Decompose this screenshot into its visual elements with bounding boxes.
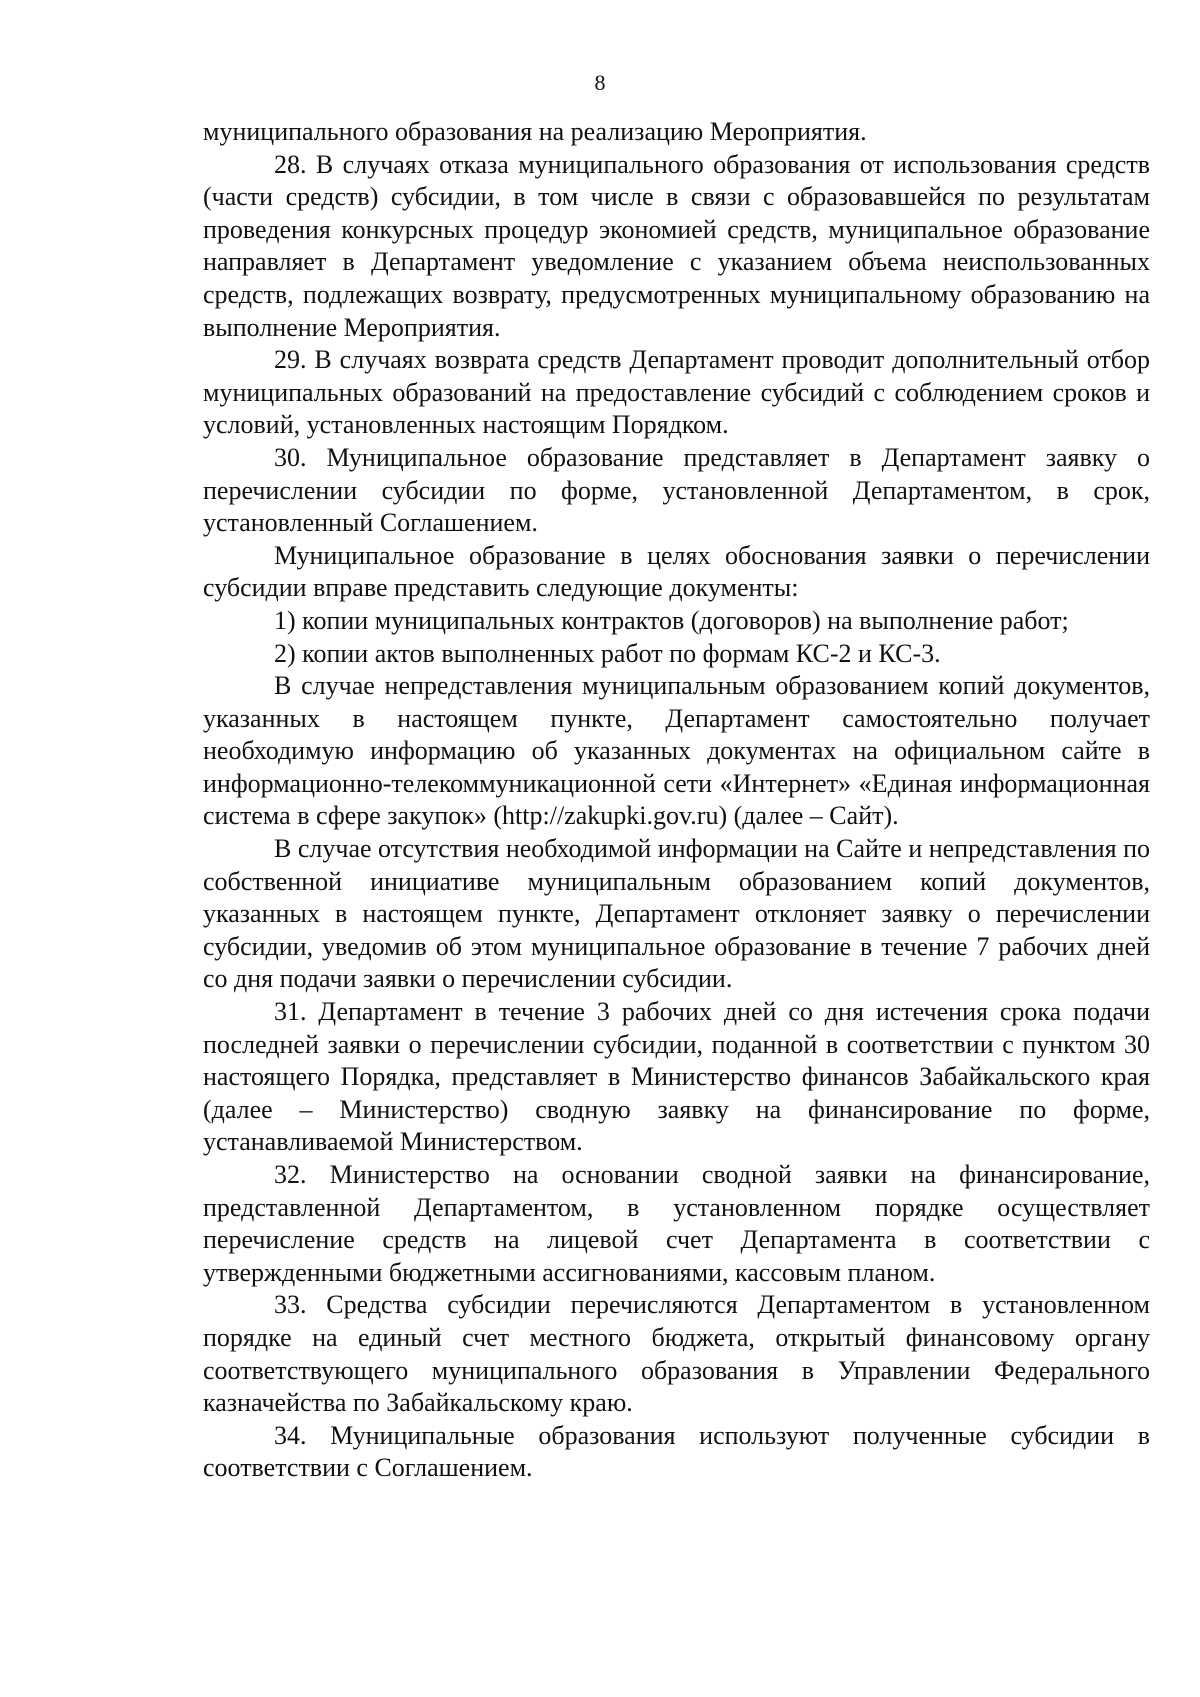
paragraph-30-documents-intro: Муниципальное образование в целях обоснования заявки о перечислении субсидии вправе представить следующие документы: xyxy=(203,540,1150,603)
paragraph-continuation: муниципального образования на реализацию Мероприятия. xyxy=(203,117,867,146)
paragraph-29: 29. В случаях возврата средств Департамент проводит дополнительный отбор муниципальных образований на предоставление субсидий с соблюдением сроков и условий, установленных настоящим Порядком. xyxy=(203,345,1150,440)
paragraph-30-item-1: 1) копии муниципальных контрактов (договоров) на выполнение работ; xyxy=(274,605,1069,635)
paragraph-28: 28. В случаях отказа муниципального образования от использования средств (части средств) субсидии, в том числе в связи с образовавшейся по результатам проведения конкурсных процедур экономией средств, муниципальное образование направляет в Департамент уведомление с указанием объема неиспользованных средств, подлежащих возврату, предусмотренных муниципальному образованию на выполнение Мероприятия. xyxy=(203,149,1150,342)
paragraph-30: 30. Муниципальное образование представляет в Департамент заявку о перечислении субсидии по форме, установленной Департаментом, в срок, установленный Соглашением. xyxy=(203,442,1150,538)
paragraph-30-non-submission: В случае непредставления муниципальным образованием копий документов, указанных в настоящем пункте, Департамент самостоятельно получает необходимую информацию об указанных документах на официальном сайте в информационно-телекоммуникационной сети «Интернет» «Единая информационная система в сфере закупок» (http://zakupki.gov.ru) (далее – Сайт). xyxy=(203,671,1150,831)
paragraph-31: 31. Департамент в течение 3 рабочих дней со дня истечения срока подачи последней заявки о перечислении субсидии, поданной в соответствии с пунктом 30 настоящего Порядка, представляет в Министерство финансов Забайкальского края (далее – Министерство) сводную заявку на финансирование по форме, устанавливаемой Министерством. xyxy=(203,997,1150,1157)
paragraph-34: 34. Муниципальные образования используют полученные субсидии в соответствии с Соглашением. xyxy=(203,1420,1150,1483)
paragraph-30-item-2: 2) копии актов выполненных работ по формам КС-2 и КС-3. xyxy=(274,638,941,668)
document-body xyxy=(203,116,1150,1485)
page-number: 8 xyxy=(594,70,606,95)
paragraph-32: 32. Министерство на основании сводной заявки на финансирование, представленной Департаментом, в установленном порядке осуществляет перечисление средств на лицевой счет Департамента в соответствии с утвержденными бюджетными ассигнованиями, кассовым планом. xyxy=(203,1160,1150,1287)
paragraph-33: 33. Средства субсидии перечисляются Департаментом в установленном порядке на единый счет местного бюджета, открытый финансовому органу соответствующего муниципального образования в Управлении Федерального казначейства по Забайкальскому краю. xyxy=(203,1290,1150,1418)
paragraph-30-rejection: В случае отсутствия необходимой информации на Сайте и непредставления по собственной инициативе муниципальным образованием копий документов, указанных в настоящем пункте, Департамент отклоняет заявку о перечислении субсидии, уведомив об этом муниципальное образование в течение 7 рабочих дней со дня подачи заявки о перечислении субсидии. xyxy=(203,834,1150,994)
